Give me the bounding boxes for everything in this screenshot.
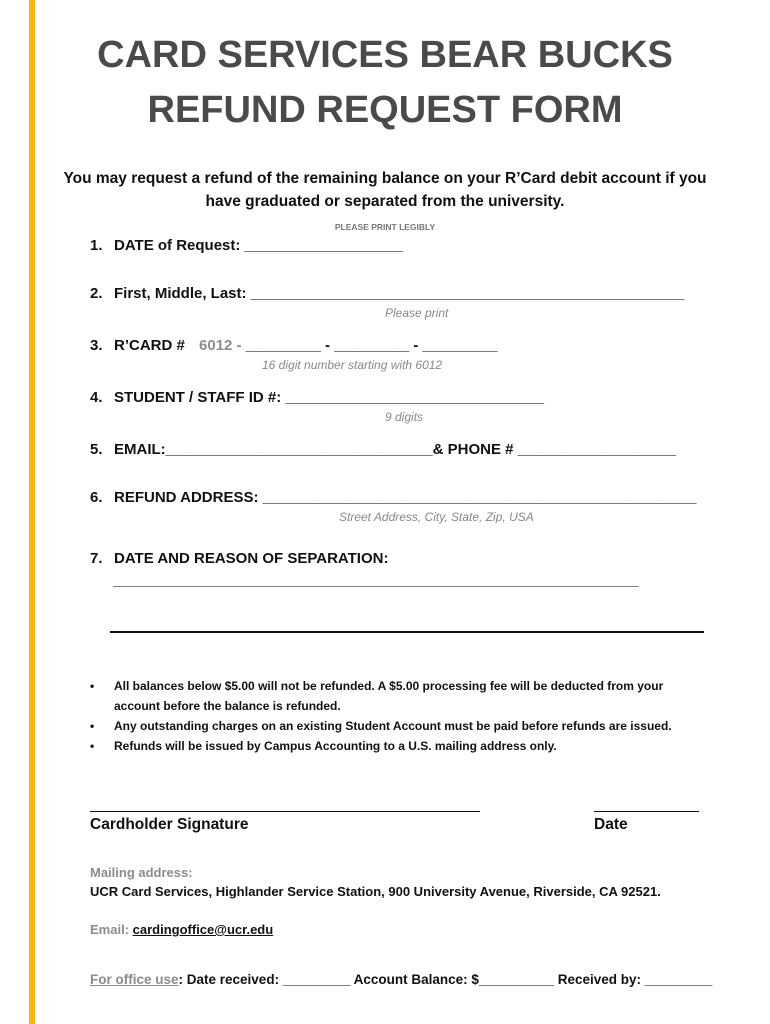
field-number: 7. — [90, 550, 103, 567]
field-rcard-number[interactable] — [90, 337, 498, 354]
office-use-fields[interactable]: : Date received: _________ Account Balance: $__________ Received by: _________ — [178, 972, 713, 987]
field-label: DATE of Request: ___________________ — [114, 237, 404, 254]
rcard-blanks: _________ - _________ - _________ — [241, 337, 498, 354]
date-line[interactable] — [594, 811, 699, 812]
field-label: REFUND ADDRESS: ____________________________________________________ — [114, 489, 697, 506]
mailing-address-label: Mailing address: — [90, 865, 193, 880]
field-date-of-request[interactable] — [90, 237, 403, 254]
form-title-line-1: CARD SERVICES BEAR BUCKS — [97, 34, 673, 76]
office-use-label: For office use — [90, 972, 179, 987]
bullet-icon: • — [90, 719, 95, 733]
form-title-line-2: REFUND REQUEST FORM — [147, 89, 623, 131]
rcard-prefix: 6012 - — [199, 337, 242, 354]
field-label: EMAIL:________________________________& PHONE # ___________________ — [114, 441, 677, 458]
field-hint: Please print — [385, 306, 449, 320]
conditions-list — [90, 676, 690, 756]
email-link[interactable]: cardingoffice@ucr.edu — [132, 922, 274, 937]
field-number: 6. — [90, 489, 103, 506]
office-use-line — [90, 972, 712, 987]
email-label: Email: — [90, 922, 130, 937]
field-label: DATE AND REASON OF SEPARATION: — [114, 550, 389, 567]
list-item: • All balances below $5.00 will not be refunded. A $5.00 processing fee will be deducted from your account before the balance is refunded. — [90, 676, 690, 716]
list-item: • Refunds will be issued by Campus Accounting to a U.S. mailing address only. — [90, 736, 690, 756]
field-hint: Street Address, City, State, Zip, USA — [339, 510, 534, 524]
field-label: First, Middle, Last: ____________________________________________________ — [114, 285, 685, 302]
cardholder-signature-label: Cardholder Signature — [90, 816, 249, 833]
field-number: 2. — [90, 285, 103, 302]
field-label: R’CARD # — [114, 337, 185, 354]
field-number: 1. — [90, 237, 103, 254]
field-hint: 16 digit number starting with 6012 — [262, 358, 443, 372]
mailing-address: UCR Card Services, Highlander Service Station, 900 University Avenue, Riverside, CA 92521. — [90, 884, 661, 899]
bullet-icon: • — [90, 739, 95, 753]
intro-text: You may request a refund of the remaining balance on your R’Card debit account if you have graduated or separated from the university. — [63, 170, 707, 210]
list-item: • Any outstanding charges on an existing Student Account must be paid before refunds are issued. — [90, 716, 690, 736]
field-student-id[interactable] — [90, 389, 544, 406]
separation-second-line[interactable] — [110, 631, 704, 633]
field-number: 5. — [90, 441, 103, 458]
date-label: Date — [594, 816, 628, 833]
separation-blank-line[interactable]: ______________________________________________________________________ — [113, 573, 639, 588]
field-number: 3. — [90, 337, 103, 354]
field-full-name[interactable] — [90, 285, 684, 302]
field-separation[interactable] — [90, 550, 388, 567]
field-refund-address[interactable] — [90, 489, 696, 506]
print-legibly-note: PLEASE PRINT LEGIBLY — [334, 222, 436, 232]
field-email-phone[interactable] — [90, 441, 676, 458]
bullet-icon: • — [90, 679, 95, 693]
field-hint: 9 digits — [385, 410, 424, 424]
signature-line[interactable] — [90, 811, 480, 812]
accent-bar — [29, 0, 35, 1024]
contact-email — [90, 922, 273, 937]
field-number: 4. — [90, 389, 103, 406]
field-label: STUDENT / STAFF ID #: _______________________________ — [114, 389, 544, 406]
